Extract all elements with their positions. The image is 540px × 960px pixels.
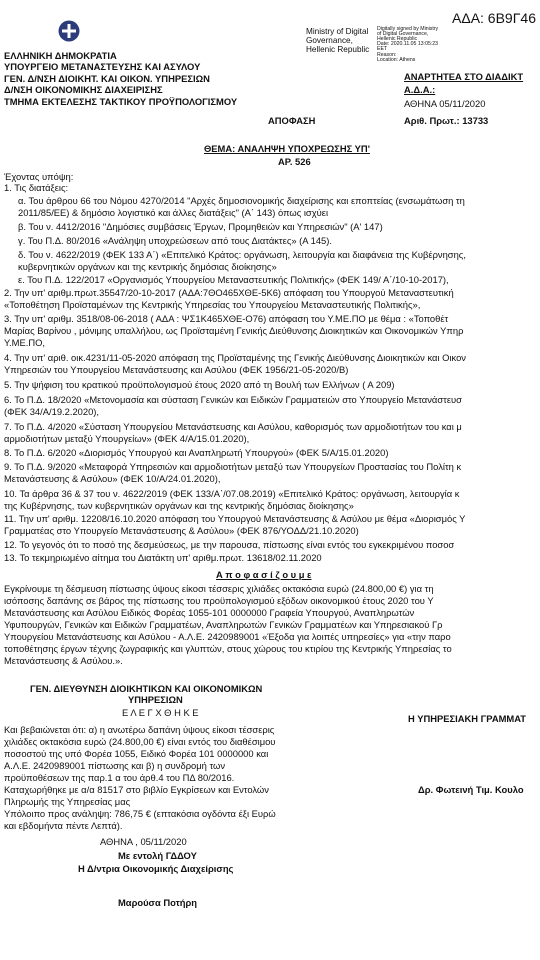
verification-text: χιλιάδες οκτακόσια ευρώ (24.800,00 €) είναι εντός του διαθέσιμου — [4, 736, 276, 747]
numbered-item: 2. Την υπ' αριθμ.πρωτ.35547/20-10-2017 (ΑΔΑ:7ΘΟ465ΧΘΕ-5Κ6) απόφαση του Υπουργού Μεταναστευτική — [4, 287, 454, 298]
numbered-item: (ΦΕΚ 34/Α/19.2.2020), — [4, 406, 100, 417]
secretary-title: Η ΥΠΗΡΕΣΙΑΚΗ ΓΡΑΜΜΑΤ — [408, 713, 526, 724]
decision-text: Εγκρίνουμε τη δέσμευση πίστωσης ύψους είκοσι τέσσερις χιλιάδες οκτακόσια ευρώ (24.800,00 €) για τη — [4, 583, 434, 594]
header-line: ΕΛΛΗΝΙΚΗ ΔΗΜΟΚΡΑΤΙΑ — [4, 50, 117, 61]
numbered-item: της Κυβέρνησης, των κυβερνητικών οργάνων και της κεντρικής δημόσιας διοίκησης» — [4, 500, 354, 511]
provisions-intro: 1. Τις διατάξεις: — [4, 182, 69, 193]
provision-item: ε. Του Π.Δ. 122/2017 «Οργανισμός Υπουργείου Μεταναστευτικής Πολιτικής» (ΦΕΚ 149/ Α΄/10-10-2017), — [18, 274, 449, 285]
provision-item: κυβερνητικών οργάνων και της κεντρικής δημόσιας διοίκησης» — [18, 261, 277, 272]
header-line: ΓΕΝ. Δ/ΝΣΗ ΔΙΟΙΚΗΤ. ΚΑΙ ΟΙΚΟΝ. ΥΠΗΡΕΣΙΩΝ — [4, 73, 210, 84]
numbered-item: 9. Το Π.Δ. 9/2020 «Μεταφορά Υπηρεσιών και αρμοδιοτήτων μεταξύ των Υπουργείων Προστασίας του Πολίτη κ — [4, 461, 462, 472]
numbered-item: 12. Το γεγονός ότι το ποσό της δεσμεύσεως, με την παρουσα, πίστωσης είναι εντός του εγκεκριμένου ποσοσ — [4, 539, 455, 550]
numbered-item: 10. Τα άρθρα 36 & 37 του ν. 4622/2019 (ΦΕΚ 133/Α΄/07.08.2019) «Επιτελικό Κράτος: οργάνωση, λειτουργία κ — [4, 488, 460, 499]
header-line: ΤΜΗΜΑ ΕΚΤΕΛΕΣΗΣ ΤΑΚΤΙΚΟΥ ΠΡΟΫΠΟΛΟΓΙΣΜΟΥ — [4, 96, 238, 107]
protocol-number: Αριθ. Πρωτ.: 13733 — [404, 115, 489, 126]
checked-label: Ε Λ Ε Γ Χ Θ Η Κ Ε — [122, 707, 199, 718]
signature-detail: Date: 2020.11.05 13:05:23 — [377, 41, 439, 47]
signature-detail: of Digital Governance, — [377, 31, 429, 37]
numbered-item: 13. Το τεκμηριωμένο αίτημα του Διατάκτη υπ' αριθμ.πρωτ. 13618/02.11.2020 — [4, 552, 322, 563]
order-line: Με εντολή ΓΔΔΟΥ — [118, 850, 197, 861]
numbered-item: αρμοδιοτήτων μεταξύ Υπουργείων» (ΦΕΚ 4/Α/15.01.2020), — [4, 433, 250, 444]
verification-text: προϋποθέσεων της παρ.1 α του άρθ.4 του ΠΔ 80/2016. — [4, 772, 235, 783]
document-date: ΑΘΗΝΑ 05/11/2020 — [404, 98, 486, 109]
verification-text: Καταχωρήθηκε με α/α 81517 στο βιβλίο Εγκρίσεων και Εντολών — [4, 784, 269, 795]
decision-text: Μετανάστευσης και Ασύλου Ειδικός Φορέας 1055-101 0000000 Γραφεία Υπουργού, Αναπληρωτών — [4, 607, 415, 618]
numbered-item: 11. Την υπ' αριθμ. 12208/16.10.2020 απόφαση του Υπουργού Μετανάστευσης & Ασύλου με θέμα «Διορισμός Υ — [4, 513, 466, 524]
subject-title: ΘΕΜΑ: ΑΝΑΛΗΨΗ ΥΠΟΧΡΕΩΣΗΣ ΥΠ' — [204, 143, 370, 154]
decision-text: ισόποσης δαπάνης σε βάρος της πίστωσης του προϋπολογισμού εξόδων οικονομικού έτους 2020 του Υ — [4, 595, 434, 606]
provision-item: α. Του άρθρου 66 του Νόμου 4270/2014 "Αρχές δημοσιονομικής διαχείρισης και εποπτείας (ενσωμάτωση τη — [18, 195, 465, 206]
numbered-item: Υπηρεσιών του Υπουργείου Μετανάστευσης και Ασύλου (ΦΕΚ 1956/21-05-2020/Β) — [4, 364, 349, 375]
verification-text: και εβδομήντα πέντε Λεπτά). — [4, 820, 123, 831]
verification-text: Α.Λ.Ε. 2420989001 πίστωσης και β) η συνδρομή των — [4, 760, 226, 771]
numbered-item: 8. Το Π.Δ. 6/2020 «Διορισμός Υπουργού και Αναπληρωτή Υπουργού» (ΦΕΚ 5/Α/15.01.2020) — [4, 447, 389, 458]
subject-number: ΑΡ. 526 — [278, 156, 311, 167]
numbered-item: 6. Το Π.Δ. 18/2020 «Μετονομασία και σύσταση Γενικών και Ειδικών Γραμματειών στο Υπουργείο Μετανάστευσ — [4, 394, 462, 405]
provision-item: δ. Του ν. 4622/2019 (ΦΕΚ 133 Α΄) «Επιτελικό Κράτος: οργάνωση, λειτουργία και διαφάνεια της Κυβέρνησης, — [18, 249, 466, 260]
director-title: Η Δ/ντρια Οικονομικής Διαχείρισης — [78, 863, 234, 874]
numbered-item: «Τοποθέτηση Προϊσταμένων της Κεντρικής Υπηρεσίας του Υπουργείου Μεταναστευτικής Πολιτικής», — [4, 299, 421, 310]
decision-text: Υφυπουργών, Γενικών και Ειδικών Γραμματέων, Αναπληρωτών Γενικών Γραμματέων και Υπηρεσιακού Γρ — [4, 619, 443, 630]
numbered-item: Μαρίας Βαρίνου , μόνιμης υπαλλήλου, ως Προϊσταμένη Γενικής Διεύθυνσης Διοικητικών και Οικονομικών Υπηρ — [4, 325, 464, 336]
provision-item: β. Του ν. 4412/2016 "Δημόσιες συμβάσεις Έργων, Προμηθειών και Υπηρεσιών" (Α' 147) — [18, 221, 383, 232]
decision-text: τοποθέτησης έργων τέχνης ζωγραφικής και γλυπτών, στους χώρους του κτιρίου της Κεντρικής Υπηρεσίας το — [4, 643, 452, 654]
numbered-item: 7. Το Π.Δ. 4/2020 «Σύσταση Υπουργείου Μετανάστευσης και Ασύλου, καθορισμός των αρμοδιοτήτων του και μ — [4, 421, 462, 432]
verification-text: Πληρωμής της Υπηρεσίας μας — [4, 796, 131, 807]
numbered-item: Γραμματέας στο Υπουργείο Μετανάστευσης & Ασύλου» (ΦΕΚ 876/ΥΟΔΔ/21.10.2020) — [4, 525, 359, 536]
signature-detail: Location: Athens — [377, 57, 416, 63]
signature-signer-line: Governance, — [306, 36, 353, 45]
signature-detail: Hellenic Republic — [377, 36, 418, 42]
decision-label: ΑΠΟΦΑΣΗ — [268, 115, 316, 126]
provision-item: γ. Του Π.Δ. 80/2016 «Ανάληψη υποχρεώσεων από τους Διατάκτες» (Α 145). — [18, 235, 332, 246]
signature-detail: Reason: — [377, 52, 397, 58]
signature-detail: EET — [377, 46, 388, 52]
verification-text: Και βεβαιώνεται ότι: α) η ανωτέρω δαπάνη ύψους είκοσι τέσσερις — [4, 724, 275, 735]
header-line: Δ/ΝΣΗ ΟΙΚΟΝΟΜΙΚΗΣ ΔΙΑΧΕΙΡΙΣΗΣ — [4, 84, 163, 95]
signature-detail: Digitally signed by Ministry — [377, 26, 439, 32]
secretary-name: Δρ. Φωτεινή Τιμ. Κουλο — [418, 784, 524, 795]
verification-date: ΑΘΗΝΑ , 05/11/2020 — [100, 836, 187, 847]
greek-emblem-icon — [58, 20, 80, 42]
verification-heading: ΥΠΗΡΕΣΙΩΝ — [128, 694, 183, 705]
considering-label: Έχοντας υπόψη: — [4, 171, 74, 182]
decision-text: Μετανάστευσης & Ασύλου.». — [4, 655, 123, 666]
posting-note: ΑΝΑΡΤΗΤΕΑ ΣΤΟ ΔΙΑΔΙΚΤ — [404, 71, 524, 82]
decision-text: Υπουργείου Μετανάστευσης και Ασύλου - Α.Λ.Ε. 2420989001 «Έξοδα για λοιπές υπηρεσίες» για «την παρο — [4, 631, 451, 642]
decide-heading: Α π ο φ α σ ί ζ ο υ μ ε — [216, 569, 312, 580]
numbered-item: 5. Την ψήφιση του κρατικού προϋπολογισμού έτους 2020 από τη Βουλή των Ελλήνων ( Α 209) — [4, 379, 395, 390]
numbered-item: Μετανάστευσης & Ασύλου» (ΦΕΚ 10/Α/24.01.2020), — [4, 473, 221, 484]
header-line: ΥΠΟΥΡΓΕΙΟ ΜΕΤΑΝΑΣΤΕΥΣΗΣ ΚΑΙ ΑΣΥΛΟΥ — [4, 61, 201, 72]
verification-heading: ΓΕΝ. ΔΙΕΥΘΥΝΣΗ ΔΙΟΙΚΗΤΙΚΩΝ ΚΑΙ ΟΙΚΟΝΟΜΙΚΩΝ — [30, 683, 263, 694]
ada-top: ΑΔΑ: 6Β9Γ46 — [452, 10, 536, 26]
signature-signer-line: Ministry of Digital — [306, 27, 369, 36]
signature-signer-line: Hellenic Republic — [306, 45, 370, 54]
verification-text: Υπόλοιπο προς ανάληψη: 786,75 € (επτακόσια ογδόντα έξι Ευρώ — [4, 808, 276, 819]
numbered-item: 3. Την υπ' αριθμ. 3518/08-06-2018 ( ΑΔΑ : ΨΣ1Κ465ΧΘΕ-Ο76) απόφαση του Υ.ΜΕ.ΠΟ με θέμα : «Τοποθέτ — [4, 313, 449, 324]
verification-text: ποσοστού της υπό Φορέα 1055, Ειδικό Φορέα 101 0000000 και — [4, 748, 269, 759]
numbered-item: Υ.ΜΕ.ΠΟ, — [4, 337, 45, 348]
provision-item: 2011/85/ΕΕ) & δημόσιο λογιστικό και άλλες διατάξεις" (Α΄ 143) όπως ισχύει — [18, 207, 329, 218]
ada-label: Α.Δ.Α.: — [404, 84, 436, 95]
director-name: Μαρούσα Ποτήρη — [118, 897, 198, 908]
numbered-item: 4. Την υπ' αριθ. οικ.4231/11-05-2020 απόφαση της Προϊσταμένης της Γενικής Διεύθυνσης Διοικητικών και Οικον — [4, 352, 466, 363]
